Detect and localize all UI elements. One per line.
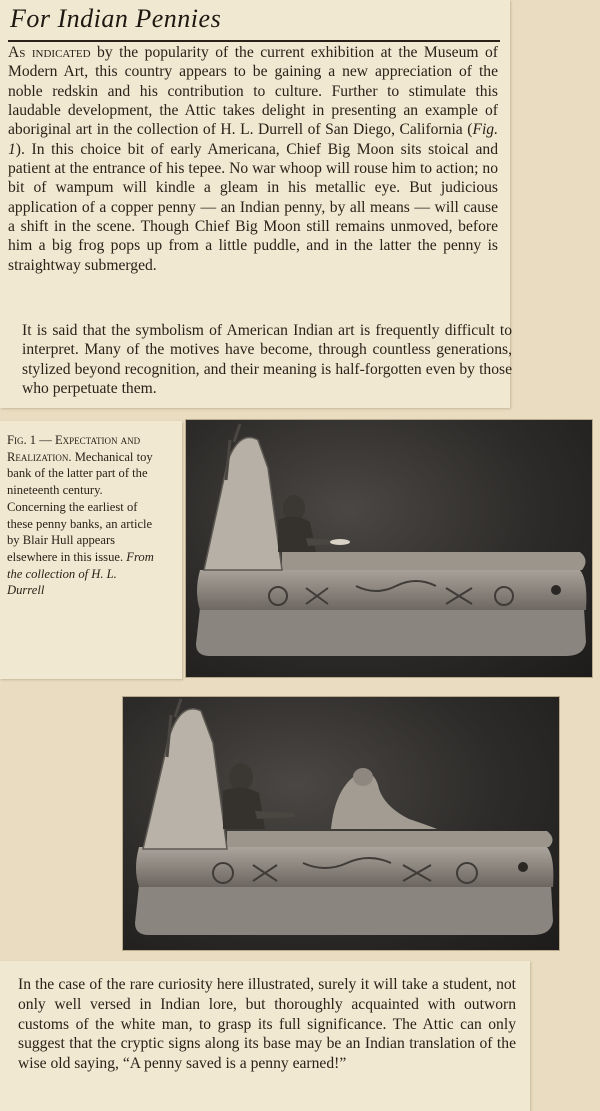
photo-realization: [122, 696, 560, 951]
paragraph-lead: As indicated: [8, 44, 91, 61]
title-rule: [8, 40, 500, 42]
chief-figure: [278, 495, 336, 552]
caption-text: Mechanical toy bank of the latter part of the nineteenth century. Concerning the earliest of these penny banks, an article by Blair Hull appears elsewhere in this issue.: [7, 449, 153, 564]
paragraph-text-continued: ). In this choice bit of early Americana, Chief Big Moon sits stoical and patient at the entrance of his tepee. No war whoop will rouse him to action; no bit of wampum will kindle a gleam in his metallic eye. But judicious application of a copper penny — an Indian penny, by all means — will cause a shift in the scene. Though Chief Big Moon still remains unmoved, before him a big frog pops up from a little puddle, and in the latter the penny is straightway submerged.: [8, 140, 498, 274]
tepee: [143, 709, 227, 849]
bank-base: [196, 608, 586, 656]
bank-body: [136, 847, 553, 887]
bank-top: [282, 552, 586, 570]
frog-figure: [331, 768, 437, 829]
article-paragraph-3: In the case of the rare curiosity here illustrated, surely it will take a student, not only well versed in Indian lore, but thoroughly acquainted with outworn customs of the white man, to grasp its full significance. The Attic can only suggest that the cryptic signs along its base may be an Indian translation of the wise old saying, “A penny saved is a penny earned!”: [18, 976, 516, 1073]
figure-reference: Fig. 1: [8, 121, 498, 158]
caption-credit: From the collection of H. L. Durrell: [7, 549, 154, 598]
toy-bank-illustration: [186, 420, 592, 677]
article-paragraph-1: [8, 43, 498, 275]
bank-top: [227, 831, 553, 847]
chief-figure: [223, 763, 295, 829]
tepee: [204, 438, 282, 571]
caption-label: Fig. 1 — Expectation and Realization.: [7, 433, 141, 464]
toy-bank-illustration: [123, 697, 559, 950]
paragraph-text: by the popularity of the current exhibition at the Museum of Modern Art, this country appears to be gaining a new appreciation of the noble redskin and his contribution to culture. Further to stimulate this laudable development, the Attic takes delight in presenting an example of aboriginal art in the collection of H. L. Durrell of San Diego, California (: [8, 44, 498, 139]
bank-body: [197, 570, 586, 610]
figure-caption: [7, 432, 157, 599]
photo-expectation: [185, 419, 593, 678]
penny: [330, 539, 350, 545]
bank-base: [135, 885, 553, 935]
page-title: For Indian Pennies: [10, 4, 222, 33]
coin-slot-hole: [518, 862, 528, 872]
article-paragraph-2: It is said that the symbolism of American Indian art is frequently difficult to interpret. Many of the motives have become, through countless generations, stylized beyond recognition, and their meaning is half-forgotten even by those who perpetuate them.: [22, 322, 512, 398]
coin-slot-hole: [551, 585, 561, 595]
